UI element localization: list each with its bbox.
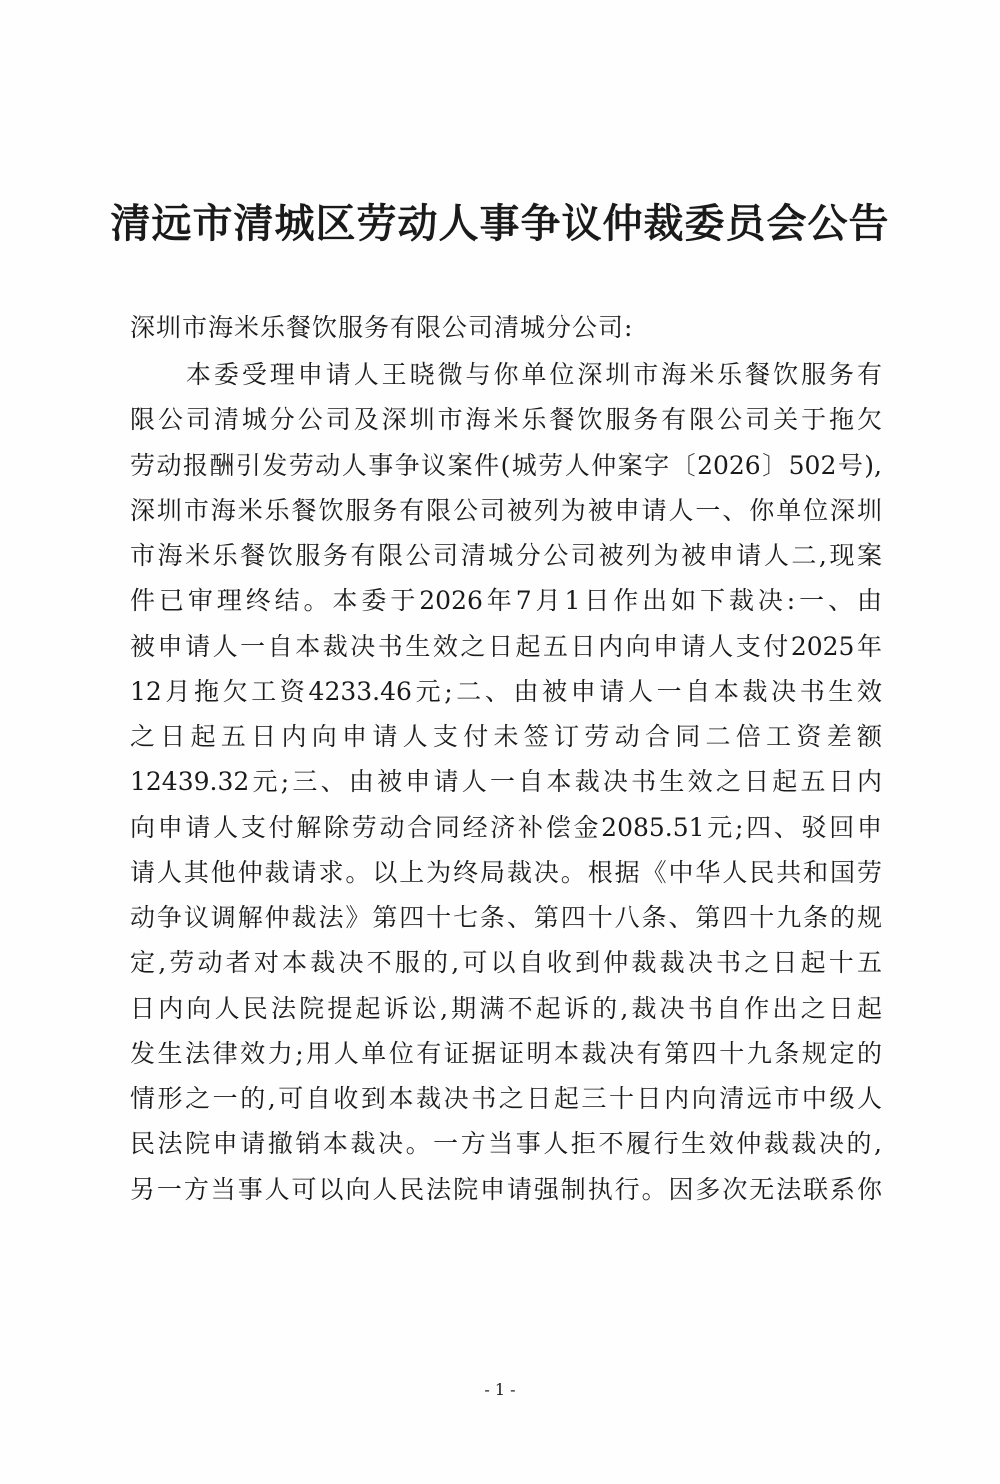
body-line: 劳动报酬引发劳动人事争议案件(城劳人仲案字〔2026〕502号), — [130, 450, 882, 480]
addressee: 深圳市海米乐餐饮服务有限公司清城分公司: — [130, 313, 634, 342]
body-line: 12月拖欠工资4233.46元;二、由被申请人一自本裁决书生效 — [130, 676, 882, 706]
body-line: 动争议调解仲裁法》第四十七条、第四十八条、第四十九条的规 — [130, 903, 882, 932]
body-line: 请人其他仲裁请求。以上为终局裁决。根据《中华人民共和国劳 — [130, 857, 882, 887]
body-line: 之日起五日内向申请人支付未签订劳动合同二倍工资差额 — [130, 722, 882, 751]
body-line: 日内向人民法院提起诉讼,期满不起诉的,裁决书自作出之日起 — [130, 993, 882, 1023]
body-line: 民法院申请撤销本裁决。一方当事人拒不履行生效仲裁裁决的, — [130, 1129, 882, 1159]
body-line: 件已审理终结。本委于2026年7月1日作出如下裁决:一、由 — [130, 586, 883, 616]
body-line: 定,劳动者对本裁决不服的,可以自收到仲裁裁决书之日起十五 — [130, 948, 882, 978]
body-line: 本委受理申请人王晓微与你单位深圳市海米乐餐饮服务有 — [130, 360, 882, 389]
document-title: 清远市清城区劳动人事争议仲裁委员会公告 — [110, 200, 890, 247]
body-line: 向申请人支付解除劳动合同经济补偿金2085.51元;四、驳回申 — [130, 812, 882, 842]
body-line: 限公司清城分公司及深圳市海米乐餐饮服务有限公司关于拖欠 — [130, 405, 882, 435]
body-line: 市海米乐餐饮服务有限公司清城分公司被列为被申请人二,现案 — [130, 541, 882, 570]
page-number: - 1 - — [484, 1380, 516, 1399]
body-line: 深圳市海米乐餐饮服务有限公司被列为被申请人一、你单位深圳 — [130, 495, 882, 525]
body-line: 12439.32元;三、由被申请人一自本裁决书生效之日起五日内 — [130, 767, 882, 797]
body-line: 另一方当事人可以向人民法院申请强制执行。因多次无法联系你 — [130, 1174, 882, 1204]
body-line: 发生法律效力;用人单位有证据证明本裁决有第四十九条规定的 — [130, 1038, 882, 1068]
body-text — [130, 352, 882, 1212]
body-line: 情形之一的,可自收到本裁决书之日起三十日内向清远市中级人 — [130, 1084, 882, 1113]
body-line: 被申请人一自本裁决书生效之日起五日内向申请人支付2025年 — [130, 631, 882, 661]
